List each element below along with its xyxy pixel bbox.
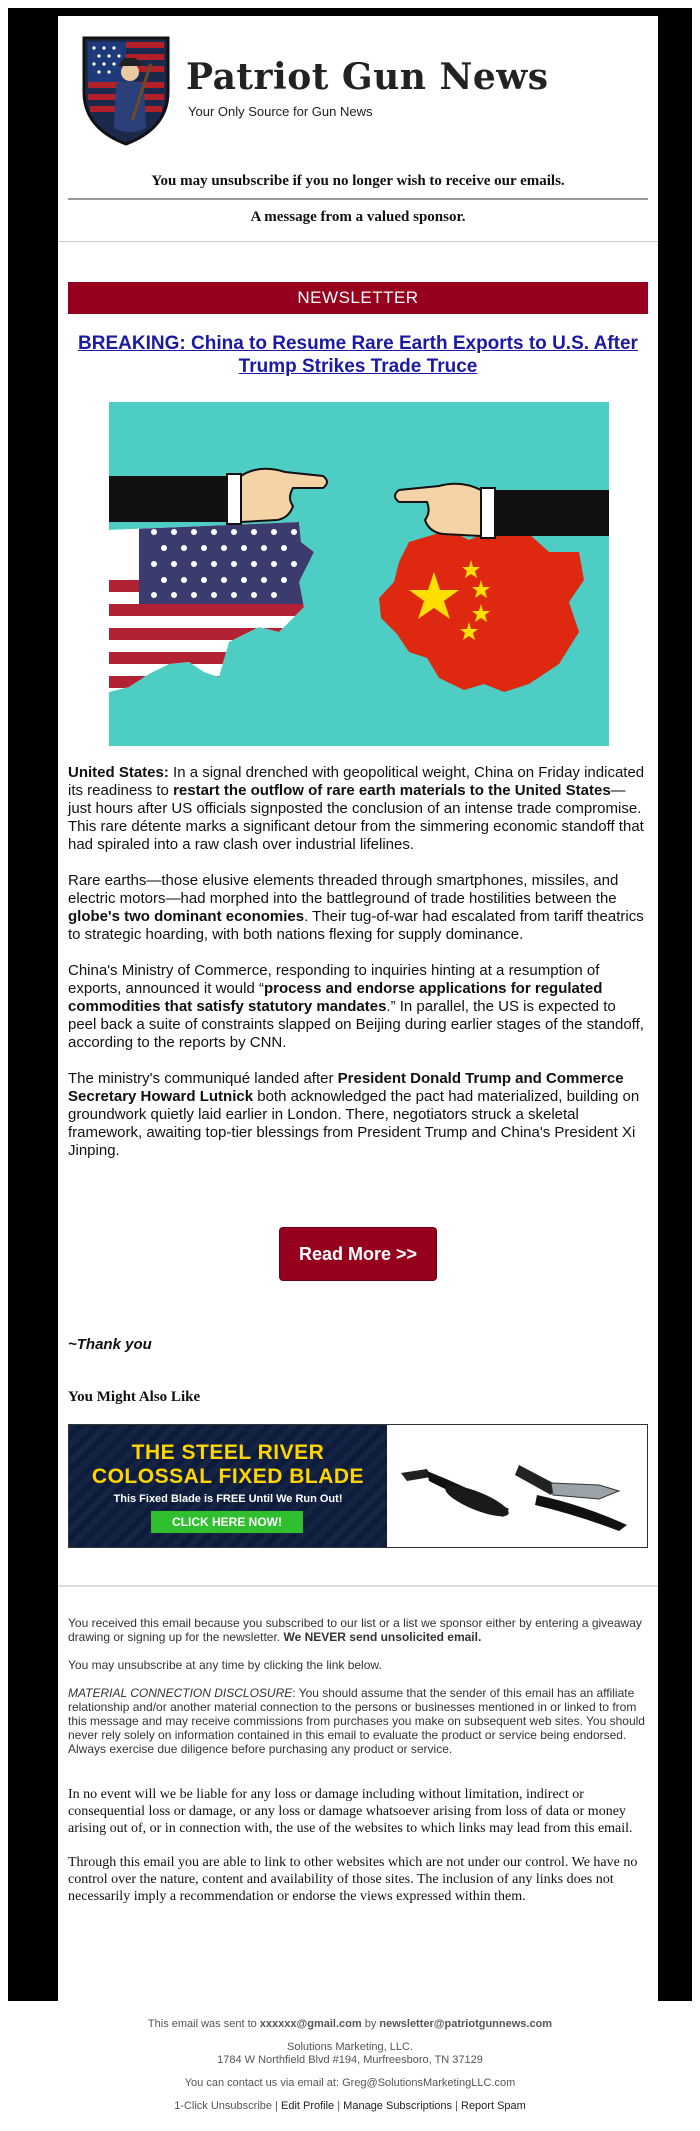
ad-text-panel [69,1425,387,1547]
legal-text [68,1786,648,1922]
fine-print [68,1616,648,1770]
ad-click-button[interactable]: CLICK HERE NOW! [151,1511,303,1533]
subscription-reason: You received this email because you subscribed to our list or a list we sponsor either by entering a giveaway drawing or signing up for the newsletter. We NEVER send unsolicited email. [68,1616,642,1644]
footer-links: 1-Click Unsubscribe | Edit Profile | Manage Subscriptions | Report Spam [174,2100,526,2112]
sponsor-notice: A message from a valued sponsor. [250,209,466,225]
unsubscribe-info: You may unsubscribe at any time by clicking the link below. [68,1658,382,1672]
ad-subline: This Fixed Blade is FREE Until We Run Out! [113,1493,343,1505]
company-address: 1784 W Northfield Blvd #194, Murfreesboro, TN 37129 [217,2054,483,2066]
article-paragraph: The ministry's communiqué landed after President Donald Trump and Commerce Secretary Howard Lutnick both acknowledged the pact had materialized, building on groundwork quietly laid earlier in London. There, negotiators struck a skeletal framework, awaiting top-tier blessings from President Trump and China's President Xi Jinping. [68,1070,640,1159]
divider [58,241,658,242]
company-name: Solutions Marketing, LLC. [287,2041,413,2053]
manage-subscriptions-link[interactable]: Manage Subscriptions [343,2100,453,2112]
headline-link[interactable]: BREAKING: China to Resume Rare Earth Exports to U.S. After Trump Strikes Trade Truce [78,333,638,377]
email-footer [0,2018,700,2123]
brand-title: Patriot Gun News [186,56,549,98]
sender-email: newsletter@patriotgunnews.com [379,2018,553,2030]
also-like-heading: You Might Also Like [68,1389,201,1405]
email-frame [8,8,692,2001]
company-info [0,2041,700,2067]
article-paragraph: China's Ministry of Commerce, responding to inquiries hinting at a resumption of exports, announced it would “process and endorse applications for regulated commodities that satisfy statutory mandates.” In parallel, the US is expected to peel back a suite of constraints slapped on Beijing during earlier stages of the standoff, according to the reports by CNN. [68,962,644,1051]
divider [58,1585,658,1587]
contact-info: You can contact us via email at: Greg@SolutionsMarketingLLC.com [184,2077,516,2089]
brand-tagline: Your Only Source for Gun News [188,104,373,119]
article-paragraph: United States: In a signal drenched with geopolitical weight, China on Friday indicated its readiness to restart the outflow of rare earth materials to the United States—just hours after US officials signposted the conclusion of an intense trade compromise. This rare détente marks a significant detour from the simmering economic standoff that had spiraled into a raw clash over industrial lifelines. [68,764,645,853]
read-more-button[interactable]: Read More >> [280,1228,436,1280]
external-links-paragraph: Through this email you are able to link to other websites which are not under our control. We have no control over the nature, content and availability of those sites. The inclusion of any links does not necessarily imply a recommendation or endorse the views expressed within them. [68,1855,638,1904]
knife-icon [387,1425,647,1547]
patriot-shield-logo [78,32,174,148]
divider [68,198,648,200]
one-click-unsubscribe-link[interactable]: 1-Click Unsubscribe [174,2100,272,2112]
article-paragraph: Rare earths—those elusive elements threaded through smartphones, missiles, and electric motors—had morphed into the battleground of trade hostilities between the globe's two dominant economies. Their tug-of-war had escalated from tariff theatrics to strategic hoarding, with both nations flexing for supply dominance. [68,872,644,943]
unsubscribe-notice: You may unsubscribe if you no longer wish to receive our emails. [151,173,565,189]
sent-info: This email was sent to xxxxxx@gmail.com by newsletter@patriotgunnews.com [147,2018,553,2030]
ad-headline-1: THE STEEL RIVER [131,1441,325,1464]
liability-paragraph: In no event will we be liable for any loss or damage including without limitation, indirect or consequential loss or damage, or any loss or damage whatsoever arising from loss of data or money arising out of, or in connection with, the use of the websites to which links may lead from this email. [68,1787,633,1836]
edit-profile-link[interactable]: Edit Profile [280,2100,335,2112]
article-body [68,764,648,1178]
us-china-trade-illustration[interactable] [109,402,609,746]
report-spam-link[interactable]: Report Spam [461,2100,526,2112]
email-body [58,16,658,2009]
thank-you-note: ~Thank you [68,1336,152,1353]
material-disclosure: MATERIAL CONNECTION DISCLOSURE: You should assume that the sender of this email has an affiliate relationship and/or another material connection to the persons or businesses mentioned in or linked to from this message and may receive commissions from purchases you make on subsequent web sites. You should never rely solely on information contained in this email to evaluate the product or service being endorsed. Always exercise due diligence before purchasing any product or service. [68,1686,645,1756]
steel-river-knife-ad[interactable] [68,1424,648,1548]
recipient-email: xxxxxx@gmail.com [259,2018,362,2030]
newsletter-banner: NEWSLETTER [68,282,648,314]
ad-headline-2: COLOSSAL FIXED BLADE [91,1465,365,1488]
